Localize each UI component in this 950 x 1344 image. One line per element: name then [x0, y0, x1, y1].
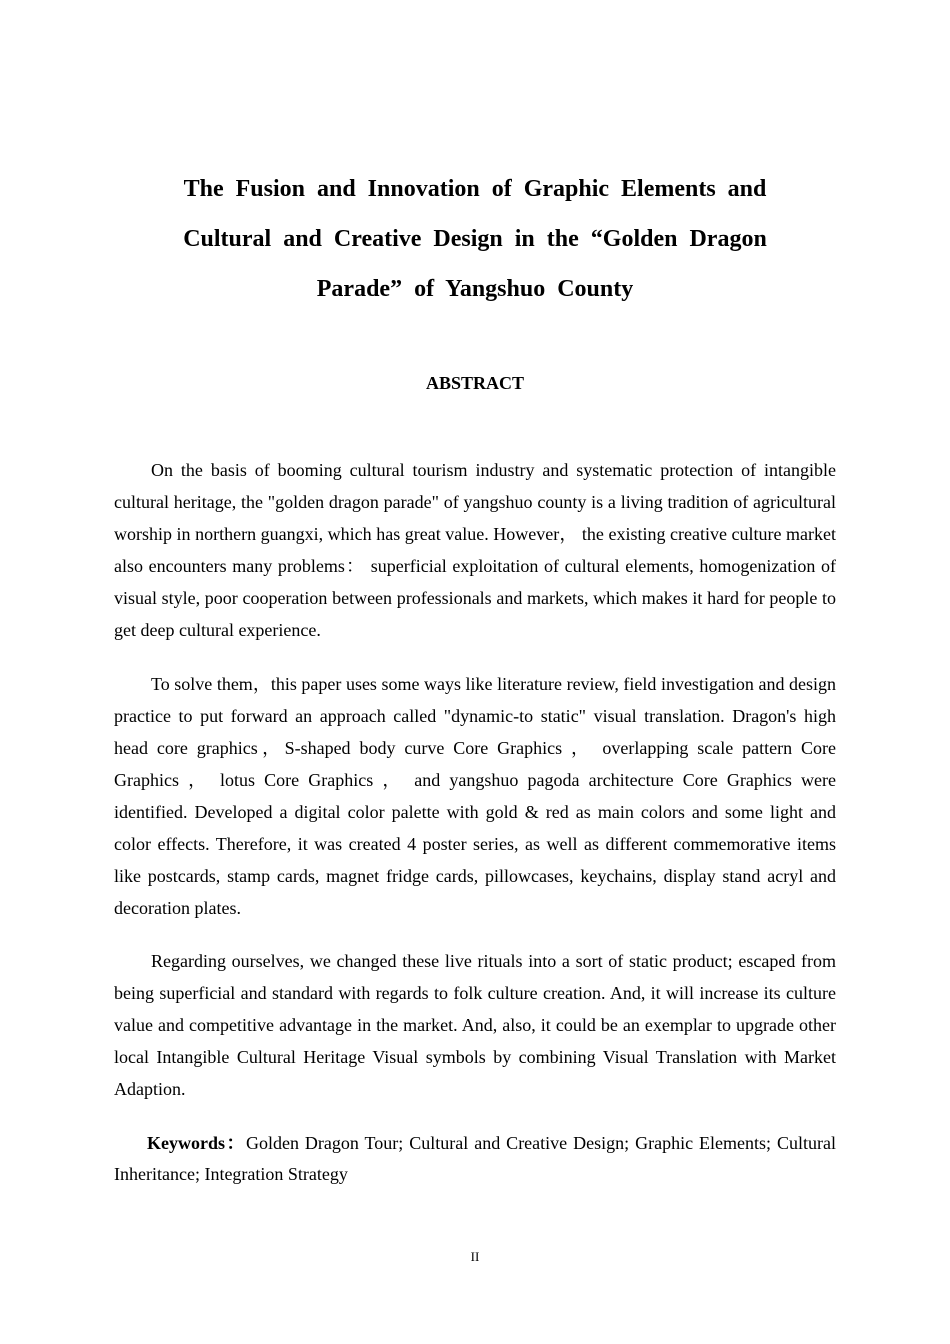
paper-title: The Fusion and Innovation of Graphic Elements and Cultural and Creative Design in the “Golden Dragon Parade” of Yangshuo County	[183, 176, 767, 302]
abstract-heading: ABSTRACT	[425, 373, 525, 393]
abstract-paragraph-3: Regarding ourselves, we changed these live rituals into a sort of static product; escaped from being superficial and standard with regards to folk culture creation. And, it will increase its culture value and competitive advantage in the market. And, also, it could be an exemplar to upgrade other local Intangible Cultural Heritage Visual symbols by combining Visual Translation with Market Adaption.	[114, 951, 836, 1099]
abstract-paragraph-1: On the basis of booming cultural tourism industry and systematic protection of intangible cultural heritage, the "golden dragon parade" of yangshuo county is a living tradition of agricultural worship in northern guangxi, which has great value. However， the existing creative culture market also encounters many problems： superficial exploitation of cultural elements, homogenization of visual style, poor cooperation between professionals and markets, which makes it hard for people to get deep cultural experience.	[114, 460, 836, 640]
page-number: II	[470, 1249, 480, 1264]
abstract-paragraph-2: To solve them，this paper uses some ways like literature review, field investigation and design practice to put forward an approach called "dynamic-to static" visual translation. Dragon's high head core graphics，S-shaped body curve Core Graphics ， overlapping scale pattern Core Graphics ， lotus Core Graphics ， and yangshuo pagoda architecture Core Graphics were identified. Developed a digital color palette with gold & red as main colors and some light and color effects. Therefore, it was created 4 poster series, as well as different commemorative items like postcards, stamp cards, magnet fridge cards, pillowcases, keychains, display stand acryl and decoration plates.	[114, 674, 836, 918]
keywords-label: Keywords：	[147, 1133, 246, 1153]
keywords-text: Golden Dragon Tour; Cultural and Creative Design; Graphic Elements; Cultural Inheritance; Integration Strategy	[114, 1133, 836, 1184]
keywords	[114, 1128, 836, 1190]
